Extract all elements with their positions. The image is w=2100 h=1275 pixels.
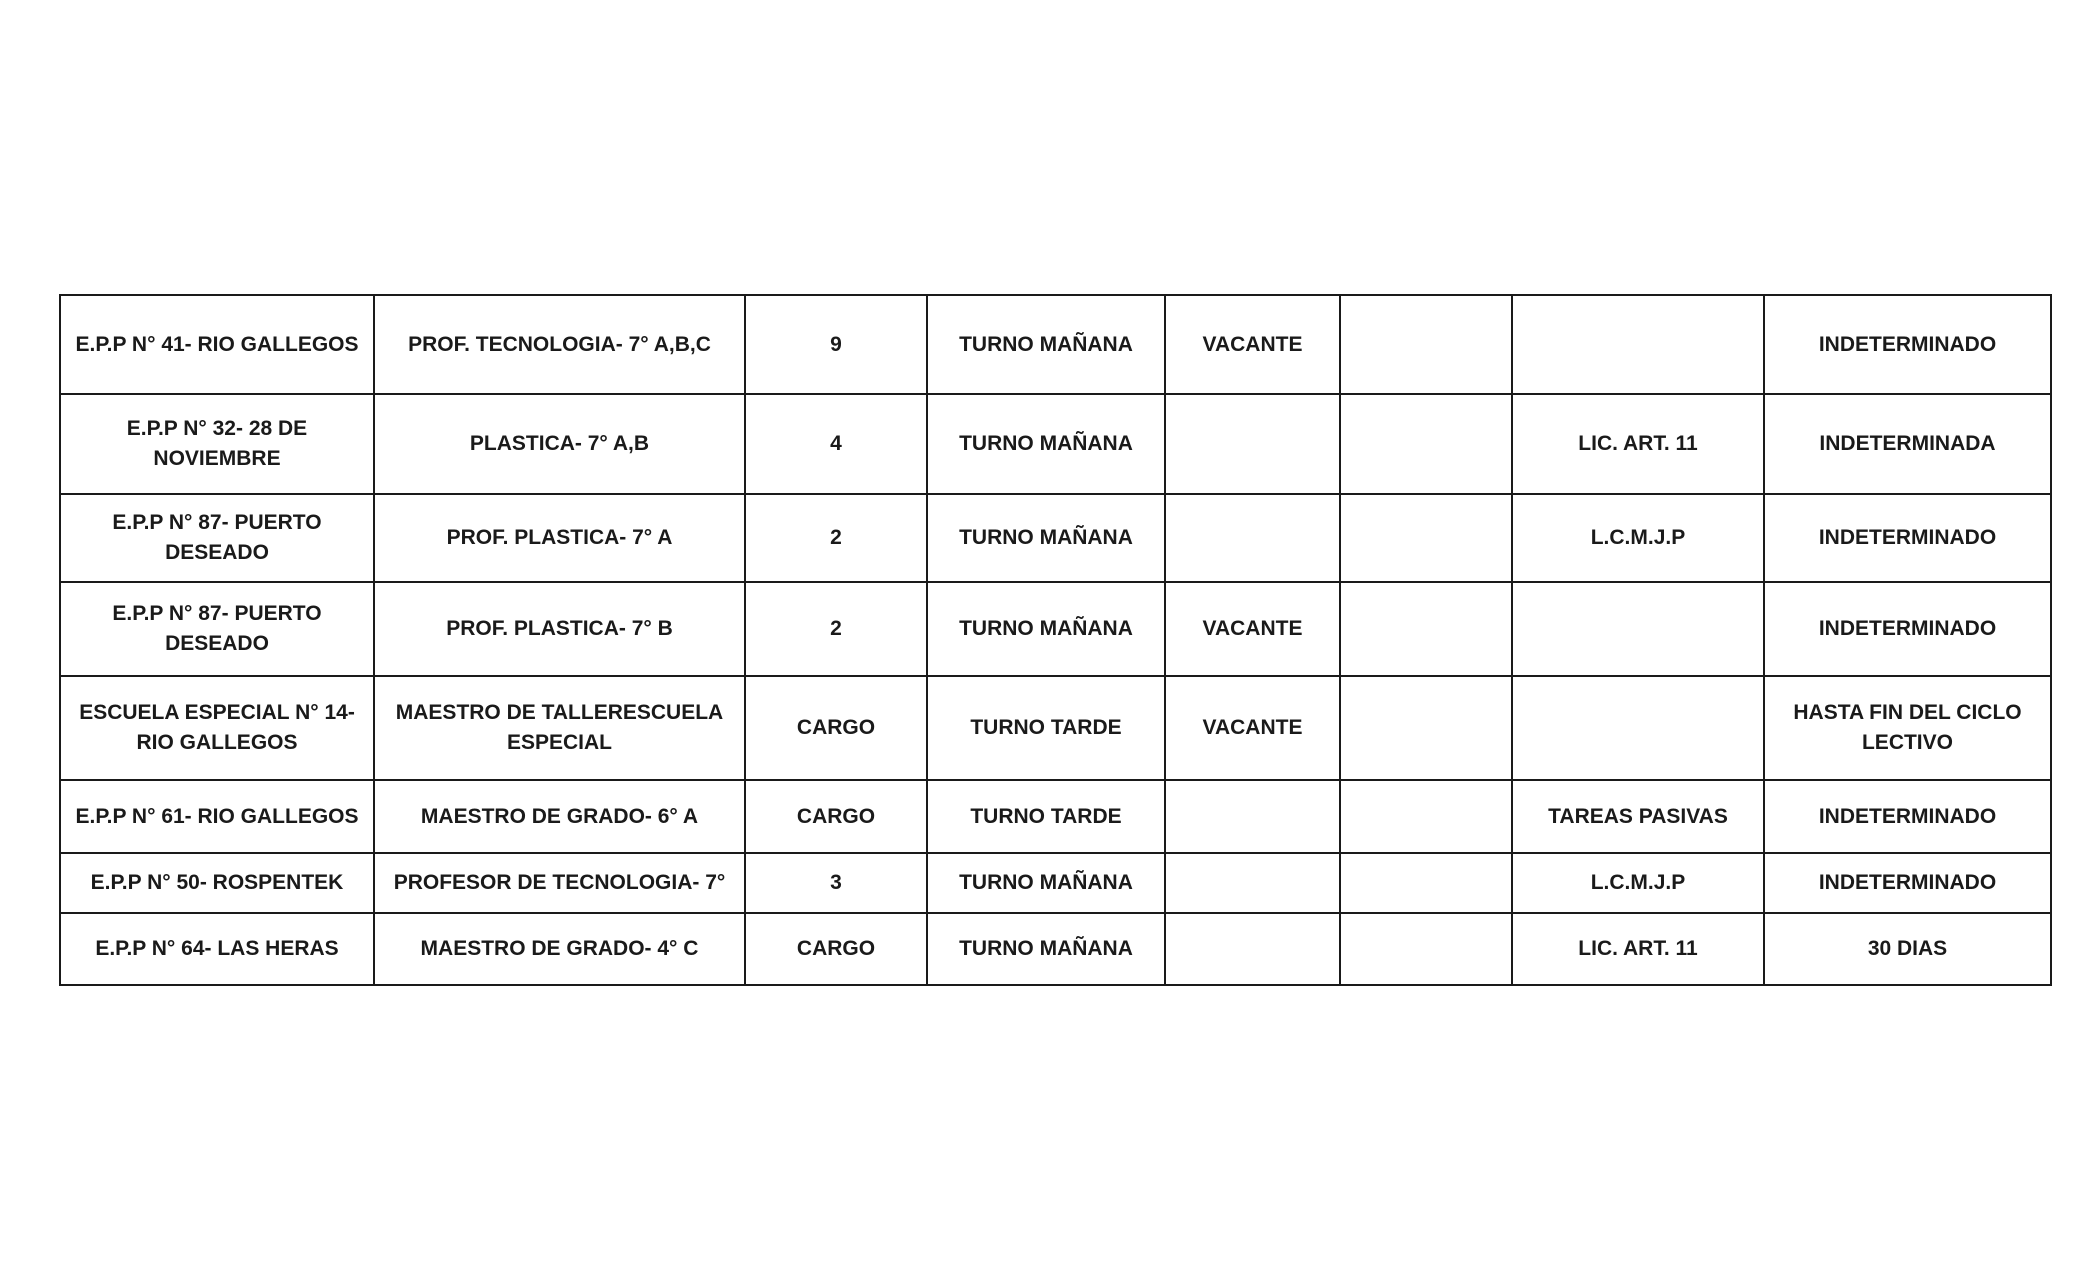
cell-situacion (1165, 394, 1340, 494)
cell-turno: TURNO MAÑANA (927, 494, 1165, 582)
cell-turno: TURNO MAÑANA (927, 394, 1165, 494)
cell-blank (1340, 780, 1512, 853)
cell-situacion (1165, 494, 1340, 582)
cell-horas: 2 (745, 582, 927, 676)
cell-duracion: INDETERMINADO (1764, 853, 2051, 913)
cell-turno: TURNO TARDE (927, 780, 1165, 853)
cell-horas: CARGO (745, 780, 927, 853)
cell-cargo: MAESTRO DE TALLERESCUELA ESPECIAL (374, 676, 745, 780)
cell-duracion: HASTA FIN DEL CICLO LECTIVO (1764, 676, 2051, 780)
cell-motivo: LIC. ART. 11 (1512, 913, 1764, 985)
table-row (60, 913, 2051, 985)
cell-blank (1340, 913, 1512, 985)
cell-blank (1340, 394, 1512, 494)
cell-situacion (1165, 913, 1340, 985)
cell-situacion: VACANTE (1165, 676, 1340, 780)
cell-turno: TURNO TARDE (927, 676, 1165, 780)
cell-motivo: LIC. ART. 11 (1512, 394, 1764, 494)
cell-blank (1340, 676, 1512, 780)
cell-duracion: INDETERMINADO (1764, 780, 2051, 853)
cell-motivo (1512, 582, 1764, 676)
cell-duracion: 30 DIAS (1764, 913, 2051, 985)
table-row (60, 676, 2051, 780)
cell-blank (1340, 494, 1512, 582)
table-row (60, 582, 2051, 676)
cell-situacion: VACANTE (1165, 295, 1340, 394)
cell-blank (1340, 295, 1512, 394)
cell-turno: TURNO MAÑANA (927, 913, 1165, 985)
cell-horas: CARGO (745, 913, 927, 985)
cell-situacion (1165, 853, 1340, 913)
cell-cargo: PLASTICA- 7° A,B (374, 394, 745, 494)
cell-motivo (1512, 295, 1764, 394)
cell-motivo: L.C.M.J.P (1512, 853, 1764, 913)
cell-escuela: E.P.P N° 64- LAS HERAS (60, 913, 374, 985)
cell-blank (1340, 582, 1512, 676)
cell-cargo: PROF. PLASTICA- 7° B (374, 582, 745, 676)
table-row (60, 394, 2051, 494)
cell-motivo (1512, 676, 1764, 780)
cell-escuela: E.P.P N° 50- ROSPENTEK (60, 853, 374, 913)
cell-duracion: INDETERMINADA (1764, 394, 2051, 494)
table-row (60, 494, 2051, 582)
table-row (60, 853, 2051, 913)
cell-turno: TURNO MAÑANA (927, 853, 1165, 913)
cell-horas: 3 (745, 853, 927, 913)
cell-motivo: TAREAS PASIVAS (1512, 780, 1764, 853)
cell-escuela: E.P.P N° 87- PUERTO DESEADO (60, 582, 374, 676)
cell-escuela: E.P.P N° 32- 28 DE NOVIEMBRE (60, 394, 374, 494)
cell-escuela: ESCUELA ESPECIAL N° 14- RIO GALLEGOS (60, 676, 374, 780)
cell-cargo: PROFESOR DE TECNOLOGIA- 7° (374, 853, 745, 913)
cell-cargo: MAESTRO DE GRADO- 4° C (374, 913, 745, 985)
cell-escuela: E.P.P N° 61- RIO GALLEGOS (60, 780, 374, 853)
cell-horas: 2 (745, 494, 927, 582)
cell-cargo: PROF. TECNOLOGIA- 7° A,B,C (374, 295, 745, 394)
cell-horas: 9 (745, 295, 927, 394)
cell-duracion: INDETERMINADO (1764, 494, 2051, 582)
table-row (60, 780, 2051, 853)
cell-horas: CARGO (745, 676, 927, 780)
cell-cargo: MAESTRO DE GRADO- 6° A (374, 780, 745, 853)
cell-motivo: L.C.M.J.P (1512, 494, 1764, 582)
table-row (60, 295, 2051, 394)
cell-blank (1340, 853, 1512, 913)
cell-turno: TURNO MAÑANA (927, 582, 1165, 676)
cell-duracion: INDETERMINADO (1764, 582, 2051, 676)
cell-situacion (1165, 780, 1340, 853)
vacancies-table (59, 294, 2052, 986)
cell-situacion: VACANTE (1165, 582, 1340, 676)
cell-turno: TURNO MAÑANA (927, 295, 1165, 394)
cell-cargo: PROF. PLASTICA- 7° A (374, 494, 745, 582)
table-body (60, 295, 2051, 985)
cell-escuela: E.P.P N° 41- RIO GALLEGOS (60, 295, 374, 394)
cell-escuela: E.P.P N° 87- PUERTO DESEADO (60, 494, 374, 582)
cell-duracion: INDETERMINADO (1764, 295, 2051, 394)
cell-horas: 4 (745, 394, 927, 494)
